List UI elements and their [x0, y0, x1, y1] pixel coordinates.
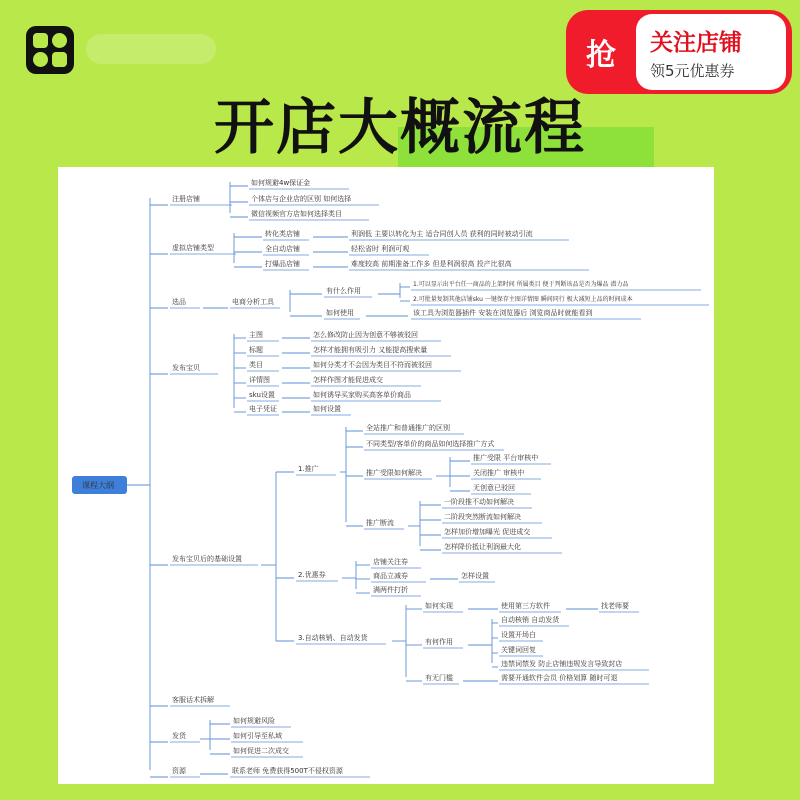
node-n2: 虚拟店铺类型 — [172, 244, 214, 252]
node-n4b: 标题 — [249, 346, 263, 354]
node-n2a1: 利润低 主要以转化为主 适合同创人员 获利的同时被动引流 — [351, 230, 533, 238]
node-n5a43: 怎样加价增加曝光 促进成交 — [444, 528, 531, 536]
logo-circle-icon — [52, 33, 67, 48]
node-n3: 选品 — [172, 298, 186, 306]
node-n5c23: 关键词回复 — [501, 646, 536, 654]
node-n4a1: 怎么修改防止因为创意不够被驳回 — [313, 331, 418, 339]
node-n5a44: 怎样降价抵让利润最大化 — [444, 543, 521, 551]
node-n4: 发布宝贝 — [172, 364, 200, 372]
node-n1c: 微信视频官方店如何选择类目 — [251, 210, 342, 218]
node-n3a2: 如何使用 — [326, 309, 354, 317]
node-n5a1: 全站推广和普通推广的区别 — [366, 424, 450, 432]
follow-store-label[interactable]: 关注店铺 — [650, 30, 742, 56]
mindmap-panel — [58, 167, 714, 784]
grab-coupon-label[interactable]: 抢 — [586, 38, 616, 73]
node-n1: 注册店铺 — [172, 195, 200, 203]
node-n5c24: 违禁词禁发 防止店铺违规发言导致封店 — [501, 660, 623, 668]
node-n5a32: 关闭推广 审核中 — [473, 469, 525, 477]
node-n4a: 主图 — [249, 331, 263, 339]
node-n7c: 如何促进二次成交 — [233, 747, 289, 755]
node-n5b: 2.优惠券 — [298, 571, 326, 579]
logo-square-icon — [33, 33, 48, 48]
node-n5b3: 满两件打折 — [373, 586, 408, 594]
node-n6: 客服话术拆解 — [172, 696, 214, 704]
brand-logo — [26, 26, 74, 74]
node-n2b: 全自动店铺 — [265, 245, 300, 253]
node-n4c: 类目 — [249, 361, 263, 369]
mindmap-diagram — [58, 167, 714, 784]
node-n5a41: 一阶段推不动如何解决 — [444, 498, 514, 506]
node-n2c: 打爆品店铺 — [265, 260, 300, 268]
node-n5b21: 怎样设置 — [461, 572, 489, 580]
node-n2b1: 轻松省时 利润可观 — [351, 245, 410, 253]
node-n2c1: 难度较高 前期准备工作多 但是利润很高 投产比很高 — [351, 260, 512, 268]
node-n4f: 电子凭证 — [249, 405, 277, 413]
node-n3a21: 该工具为浏览器插件 安装在浏览器后 浏览商品时就能看到 — [413, 309, 593, 317]
page-title: 开店大概流程 — [214, 93, 586, 163]
node-root: 课程大纲 — [82, 481, 114, 490]
node-n5a31: 推广受限 平台审核中 — [473, 454, 539, 462]
node-n5a33: 无创意已驳回 — [473, 484, 515, 492]
node-n7a: 如何规避风险 — [233, 717, 275, 725]
node-n7b: 如何引导至私域 — [233, 732, 282, 740]
node-n5a: 1.推广 — [298, 465, 319, 473]
node-n3a11: 1.可以显示出平台任一商品的上架时间 所属类目 便于判断该品是否为爆品 潜力品 — [413, 281, 629, 288]
node-n4e1: 如何诱导买家购买高客单价商品 — [313, 391, 411, 399]
coupon-offer-label: 领5元优惠券 — [650, 62, 735, 80]
node-n7: 发货 — [172, 732, 186, 740]
node-n5: 发布宝贝后的基础设置 — [172, 555, 242, 563]
node-n1a: 如何规避4w保证金 — [251, 179, 311, 187]
node-n4b1: 怎样才能拥有吸引力 又能提高搜索量 — [313, 346, 428, 354]
node-n5c111: 找老师要 — [601, 602, 629, 610]
node-n5c3: 有无门槛 — [425, 674, 453, 682]
node-n4c1: 如何分类才不会因为类目不符而被驳回 — [313, 361, 432, 369]
node-n5a2: 不同类型/客单价的商品如何选择推广方式 — [366, 440, 495, 448]
node-n5c11: 使用第三方软件 — [501, 602, 550, 610]
node-n3a1: 有什么作用 — [326, 287, 361, 295]
node-n5b2: 商品立减券 — [373, 572, 408, 580]
node-n4d: 详情图 — [249, 376, 270, 384]
node-n2a: 转化类店铺 — [265, 230, 300, 238]
logo-square-icon — [52, 52, 67, 67]
node-n5c22: 设置开场白 — [501, 631, 536, 639]
node-n5c2: 有何作用 — [425, 638, 453, 646]
coupon-card[interactable] — [636, 14, 786, 90]
node-n5c21: 自动核销 自动发货 — [501, 616, 560, 624]
node-n5a42: 二阶段突然断流如何解决 — [444, 513, 521, 521]
node-n8: 资源 — [172, 767, 186, 775]
node-n5c31: 需要开通软件会员 价格划算 随时可退 — [501, 674, 618, 682]
node-n1b: 个体店与企业店的区别 如何选择 — [251, 195, 352, 203]
node-n3a12: 2.可批量复制其他店铺sku 一键保存主图详情图 瞬间同行 极大减短上品的时间成本 — [413, 296, 633, 303]
node-n4e: sku设置 — [249, 391, 275, 399]
node-n5a3: 推广受限如何解决 — [366, 469, 422, 477]
node-n5b1: 店铺关注券 — [373, 558, 408, 566]
node-n5a4: 推广断流 — [366, 519, 394, 527]
faded-brand-watermark — [86, 34, 216, 64]
node-n5c1: 如何实现 — [425, 602, 453, 610]
node-n4d1: 怎样作图才能促进成交 — [313, 376, 383, 384]
node-n4f1: 如何设置 — [313, 405, 341, 413]
node-n8a: 联系老师 免费获得500T不侵权资源 — [232, 767, 343, 775]
node-n3a: 电商分析工具 — [232, 298, 274, 306]
logo-circle-icon — [33, 52, 48, 67]
node-n5c: 3.自动核销、自动发货 — [298, 634, 368, 642]
